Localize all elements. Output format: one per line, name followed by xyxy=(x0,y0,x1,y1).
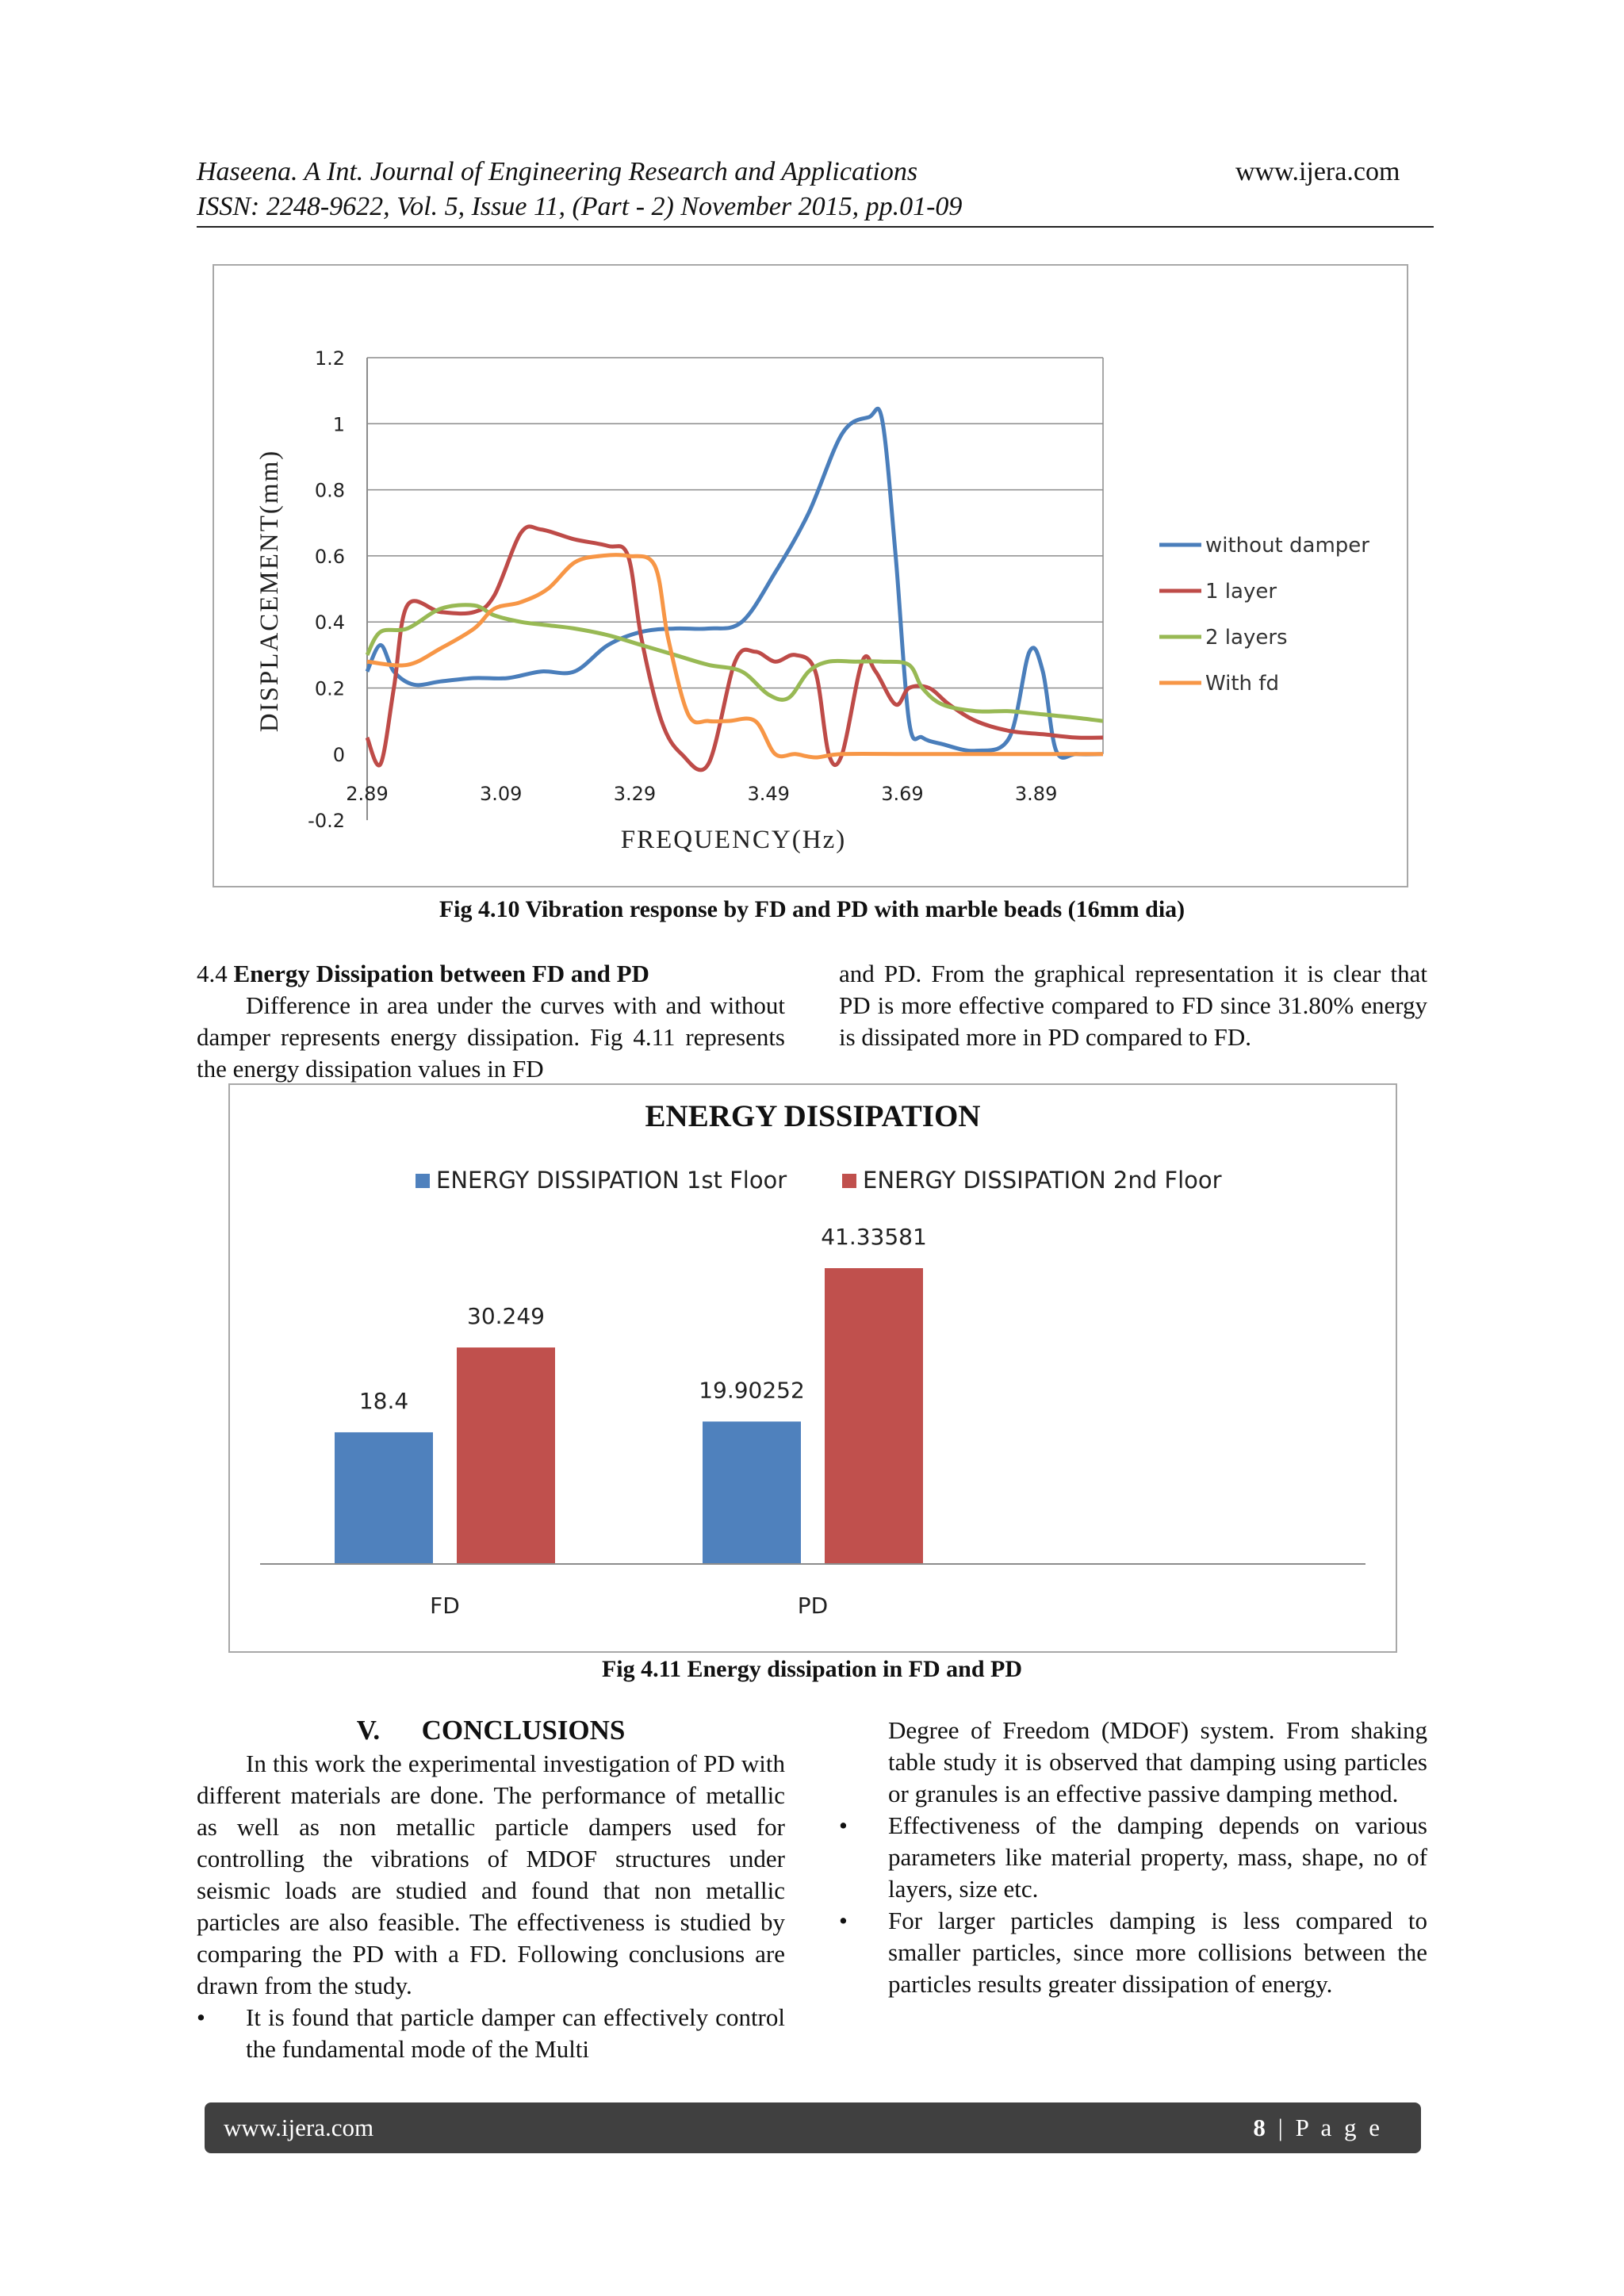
legend-label: 1 layer xyxy=(1205,580,1277,604)
x-tick-label: 2.89 xyxy=(346,782,389,805)
legend-label: With fd xyxy=(1205,672,1279,696)
y-tick-label: 1 xyxy=(332,413,345,436)
category-label: FD xyxy=(430,1593,460,1619)
legend-swatch xyxy=(842,1174,856,1188)
legend-label: ENERGY DISSIPATION 1st Floor xyxy=(436,1167,787,1194)
conclusion-bullet-2 xyxy=(839,1810,1427,1905)
x-tick-label: 3.89 xyxy=(1014,782,1058,805)
bar-fd-series-1 xyxy=(335,1432,433,1564)
conclusions-title: CONCLUSIONS xyxy=(421,1715,626,1746)
category-label: PD xyxy=(797,1593,829,1619)
bar-pd-series-1 xyxy=(703,1421,801,1564)
legend-swatch xyxy=(416,1174,430,1188)
figure-4-10-caption: Fig 4.10 Vibration response by FD and PD with marble beads (16mm dia) xyxy=(439,896,1185,922)
bullet-icon: • xyxy=(197,2003,205,2031)
conclusion-bullet-1 xyxy=(197,2002,785,2065)
energy-dissipation-chart xyxy=(230,1085,1396,1651)
conclusion-bullet-3-text: For larger particles damping is less compared to smaller particles, since more collisions between the particles results greater dissipation of energy. xyxy=(888,1907,1427,1998)
y-tick-label: 1.2 xyxy=(314,347,345,370)
y-tick-label: 0.2 xyxy=(314,677,345,700)
conclusion-bullet-3 xyxy=(839,1905,1427,2000)
y-tick-label: -0.2 xyxy=(308,810,345,833)
conclusion-bullet-2-text: Effectiveness of the damping depends on various parameters like material property, mass, shape, no of layers, size etc. xyxy=(888,1811,1427,1903)
section-4-4-heading xyxy=(197,958,785,990)
series-line-1-layer xyxy=(367,527,1103,770)
y-tick-label: 0.4 xyxy=(314,611,345,634)
figure-4-10-frame xyxy=(213,264,1408,887)
conclusions-number: V. xyxy=(356,1715,381,1746)
page-number: 8 xyxy=(1253,2114,1269,2141)
legend-label: 2 layers xyxy=(1205,626,1288,650)
section-4-4-body-left: Difference in area under the curves with and without damper represents energy dissipation. Fig 4.11 represents the energy dissipation values in FD xyxy=(197,991,785,1083)
bullet-icon: • xyxy=(839,1811,848,1839)
legend-label: without damper xyxy=(1205,534,1369,558)
bar-chart-title: ENERGY DISSIPATION xyxy=(645,1099,981,1133)
section-4-4-title: Energy Dissipation between FD and PD xyxy=(233,960,649,987)
bar-value-label: 18.4 xyxy=(358,1387,409,1414)
bar-value-label: 30.249 xyxy=(467,1303,545,1330)
page-footer xyxy=(205,2102,1421,2153)
x-tick-label: 3.49 xyxy=(747,782,790,805)
y-axis-label: DISPLACEMENT(mm) xyxy=(255,449,284,733)
x-tick-label: 3.09 xyxy=(480,782,523,805)
bar-value-label: 19.90252 xyxy=(699,1377,805,1404)
bar-fd-series-2 xyxy=(457,1347,555,1564)
legend-label: ENERGY DISSIPATION 2nd Floor xyxy=(863,1167,1222,1194)
conclusion-bullet-1-text-part-a: It is found that particle damper can effectively control the fundamental mode of the Multi xyxy=(246,2003,785,2063)
section-4-4-number: 4.4 xyxy=(197,960,228,987)
bullet-icon: • xyxy=(839,1907,848,1934)
conclusions-right-column xyxy=(839,1715,1427,2000)
journal-title: Haseena. A Int. Journal of Engineering Research and Applications xyxy=(197,157,918,186)
x-axis-label: FREQUENCY(Hz) xyxy=(620,826,847,854)
page-label: | P a g e xyxy=(1277,2114,1383,2141)
bar-value-label: 41.33581 xyxy=(821,1224,927,1250)
footer-page-number xyxy=(1253,2114,1383,2142)
header-rule xyxy=(197,226,1434,228)
issn-line: ISSN: 2248-9622, Vol. 5, Issue 11, (Part - 2) November 2015, pp.01-09 xyxy=(197,192,963,221)
figure-4-11-frame xyxy=(228,1083,1397,1653)
y-tick-label: 0.8 xyxy=(314,479,345,502)
conclusion-bullet-1-text-part-b: Degree of Freedom (MDOF) system. From shaking table study it is observed that damping using particles or granules is an effective passive damping method. xyxy=(888,1716,1427,1807)
series-line-without-damper xyxy=(367,408,1103,757)
section-4-4-right-column xyxy=(839,958,1427,1053)
journal-website[interactable]: www.ijera.com xyxy=(1235,157,1400,186)
section-4-4-body-right: and PD. From the graphical representation it is clear that PD is more effective compared to FD since 31.80% energy is dissipated more in PD compared to FD. xyxy=(839,960,1427,1051)
footer-website[interactable]: www.ijera.com xyxy=(224,2114,374,2141)
vibration-response-chart xyxy=(214,266,1407,886)
conclusions-intro: In this work the experimental investigation of PD with different materials are done. The performance of metallic as well as non metallic particle dampers used for controlling the vibrations of MDOF structures under seismic loads are studied and found that non metallic particles are also feasible. The effectiveness is studied by comparing the PD with a FD. Following conclusions are drawn from the study. xyxy=(197,1750,785,1999)
y-tick-label: 0 xyxy=(332,743,345,766)
conclusions-left-column xyxy=(197,1715,785,2065)
x-tick-label: 3.29 xyxy=(613,782,657,805)
bar-pd-series-2 xyxy=(825,1268,923,1564)
section-4-4-left-column xyxy=(197,958,785,1085)
conclusions-heading xyxy=(197,1715,785,1746)
figure-4-11-caption: Fig 4.11 Energy dissipation in FD and PD xyxy=(601,1656,1023,1682)
x-tick-label: 3.69 xyxy=(881,782,924,805)
y-tick-label: 0.6 xyxy=(314,545,345,568)
conclusion-bullet-1-continued xyxy=(888,1715,1427,1810)
